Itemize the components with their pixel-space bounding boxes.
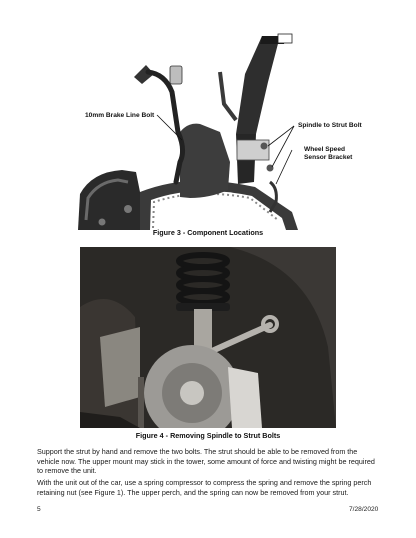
brake-caliper-photo [228, 367, 262, 428]
wheel-well-photo [80, 247, 336, 428]
callout-spindle-bolt: Spindle to Strut Bolt [298, 122, 362, 129]
leader-spindle-bolt-2 [272, 126, 294, 167]
footer-date: 7/28/2020 [349, 506, 379, 513]
figure-4-caption: Figure 4 - Removing Spindle to Strut Bolts [135, 431, 281, 440]
leader-spindle-bolt [268, 126, 294, 146]
strut-body [236, 36, 280, 134]
spindle-knuckle [180, 124, 230, 198]
frame-member [100, 327, 140, 407]
paragraph-1: Support the strut by hand and remove the two bolts. The strut should be able to be removed from the vehicle now. The upper mount may stick in the tower, some amount of force and twisting might be required to remove the unit. [37, 447, 375, 476]
strut-top-label-block [278, 34, 292, 43]
sway-bar-link [220, 72, 236, 120]
caliper-bolt-head [124, 205, 132, 213]
callout-sensor-bracket-line1: Wheel Speed [304, 146, 346, 153]
paragraph-2: With the unit out of the car, use a spring compressor to compress the spring and remove the spring perch retaining nut (see Figure 1). The upper perch, and the spring can now be removed from your strut. [37, 478, 372, 497]
figure-3-caption: Figure 3 - Component Locations [152, 228, 264, 237]
spindle-bolt-upper [261, 143, 268, 150]
callout-sensor-bracket-line2: Sensor Bracket [304, 153, 353, 161]
wheel-hub [180, 381, 204, 405]
caliper-bolt-head [99, 219, 106, 226]
page-number: 5 [37, 506, 41, 513]
callout-sensor-bracket [304, 146, 352, 161]
callout-brake-line-bolt: 10mm Brake Line Bolt [85, 112, 155, 119]
figure-4-photo [80, 247, 336, 428]
brake-hose [148, 72, 183, 182]
suspension-arm [138, 377, 144, 428]
brake-line-fitting [170, 66, 182, 84]
